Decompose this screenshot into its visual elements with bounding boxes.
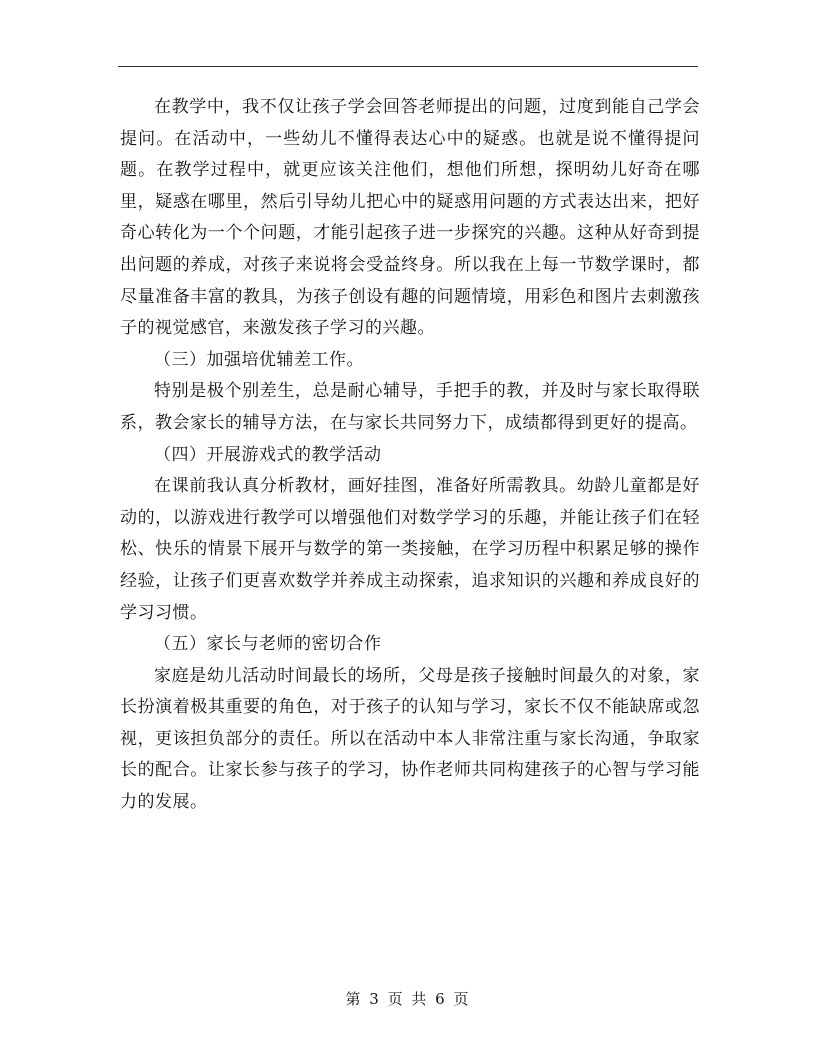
section-heading: （三）加强培优辅差工作。 (154, 349, 364, 370)
section-heading: （五）家长与老师的密切合作 (154, 634, 382, 655)
document-body (120, 92, 700, 819)
body-paragraph: 家庭是幼儿活动时间最长的场所，父母是孩子接触时间最久的对象，家长扮演着极其重要的角色，对于孩子的认知与学习，家长不仅不能缺席或忽视，更该担负部分的责任。所以在活动中本人非常注重与家长沟通，争取家长的配合。让家长参与孩子的学习，协作老师共同构建孩子的心智与学习能力的发展。 (120, 665, 700, 813)
header-rule (118, 66, 698, 67)
page-number: 第 3 页 共 6 页 (345, 990, 471, 1008)
body-paragraph: 在教学中，我不仅让孩子学会回答老师提出的问题，过度到能自己学会提问。在活动中，一些幼儿不懂得表达心中的疑惑。也就是说不懂得提问题。在教学过程中，就更应该关注他们，想他们所想，探明幼儿好奇在哪里，疑惑在哪里，然后引导幼儿把心中的疑惑用问题的方式表达出来，把好奇心转化为一个个问题，才能引起孩子进一步探究的兴趣。这种从好奇到提出问题的养成，对孩子来说将会受益终身。所以我在上每一节数学课时，都尽量准备丰富的教具，为孩子创设有趣的问题情境，用彩色和图片去刺激孩子的视觉感官，来激发孩子学习的兴趣。 (120, 97, 700, 339)
body-paragraph: 在课前我认真分析教材，画好挂图，准备好所需教具。幼龄儿童都是好动的，以游戏进行教学可以增强他们对数学学习的乐趣，并能让孩子们在轻松、快乐的情景下展开与数学的第一类接触，在学习历程中积累足够的操作经验，让孩子们更喜欢数学并养成主动探索，追求知识的兴趣和养成良好的学习习惯。 (120, 476, 700, 623)
body-paragraph: 特别是极个别差生，总是耐心辅导，手把手的教，并及时与家长取得联系，教会家长的辅导方法，在与家长共同努力下，成绩都得到更好的提高。 (120, 381, 700, 433)
section-heading: （四）开展游戏式的教学活动 (154, 444, 382, 465)
